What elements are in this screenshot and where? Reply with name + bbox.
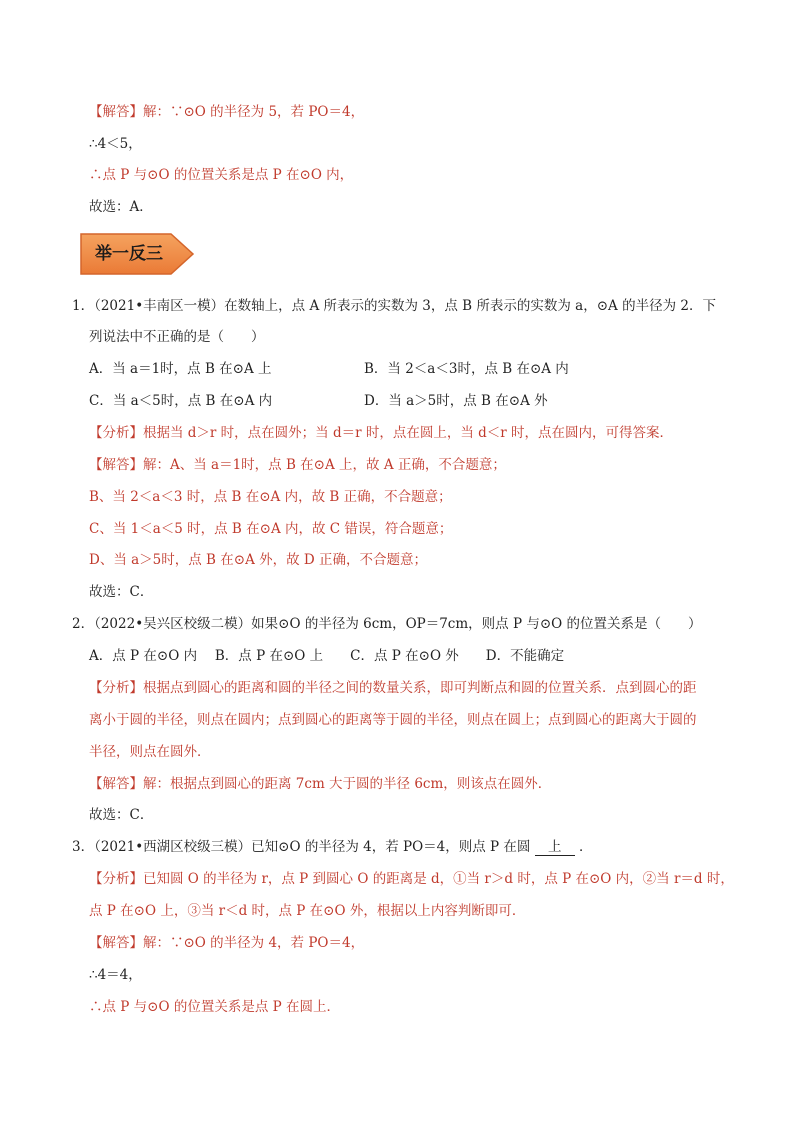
q3-answer-blank: 上 <box>535 839 575 856</box>
q1-answer-line-4: D、当 a＞5时，点 B 在⊙A 外，故 D 正确，不合题意； <box>89 552 428 568</box>
q3-answer-line-1: 【解答】解：∵⊙O 的半径为 4，若 PO＝4， <box>89 935 365 951</box>
q1-option-b: B．当 2＜a＜3时，点 B 在⊙A 内 <box>364 361 569 377</box>
q1-option-c: C．当 a＜5时，点 B 在⊙A 内 <box>89 393 273 409</box>
q3-analysis-line-1: 【分析】已知圆 O 的半径为 r，点 P 到圆心 O 的距离是 d，①当 r＞d 时，点 P 在⊙O 内，②当 r＝d 时， <box>89 871 734 887</box>
q2-stem: 2．（2022•吴兴区校级二模）如果⊙O 的半径为 6cm，OP＝7cm，则点 P 与⊙O 的位置关系是（ ） <box>72 616 702 632</box>
q2-analysis-line-1: 【分析】根据点到圆心的距离和圆的半径之间的数量关系，即可判断点和圆的位置关系．点到圆心的距 <box>89 680 697 696</box>
q3-stem <box>72 837 593 857</box>
q1-analysis: 【分析】根据当 d＞r 时，点在圆外；当 d＝r 时，点在圆上，当 d＜r 时，点在圆内，可得答案． <box>89 425 674 441</box>
q1-choice: 故选：C． <box>89 584 154 600</box>
q3-answer-line-2: ∴4＝4， <box>89 967 142 983</box>
q1-option-d: D．当 a＞5时，点 B 在⊙A 外 <box>364 393 548 409</box>
q1-option-a: A．当 a＝1时，点 B 在⊙A 上 <box>89 361 272 377</box>
q2-options: A．点 P 在⊙O 内 B．点 P 在⊙O 上 C．点 P 在⊙O 外 D．不能确定 <box>89 648 565 664</box>
q1-answer-line-1: 【解答】解：A、当 a＝1时，点 B 在⊙A 上，故 A 正确，不合题意； <box>89 457 506 473</box>
q3-stem-text: 3．（2021•西湖区校级三模）已知⊙O 的半径为 4，若 PO＝4，则点 P 在圆 <box>72 839 531 855</box>
q3-analysis-line-2: 点 P 在⊙O 上，③当 r＜d 时，点 P 在⊙O 外，根据以上内容判断即可． <box>89 903 526 919</box>
top-solution-line-2: ∴4＜5， <box>89 136 142 152</box>
q3-stem-end: ． <box>579 839 593 855</box>
q1-answer-line-3: C、当 1＜a＜5 时，点 B 在⊙A 内，故 C 错误，符合题意； <box>89 521 453 537</box>
q2-answer: 【解答】解：根据点到圆心的距离 7cm 大于圆的半径 6cm，则该点在圆外． <box>89 776 552 792</box>
top-solution-line-1: 【解答】解：∵⊙O 的半径为 5，若 PO＝4， <box>89 104 365 120</box>
q1-answer-line-2: B、当 2＜a＜3 时，点 B 在⊙A 内，故 B 正确，不合题意； <box>89 489 452 505</box>
q2-analysis-line-2: 离小于圆的半径，则点在圆内；点到圆心的距离等于圆的半径，则点在圆上；点到圆心的距离大于圆的 <box>89 712 697 728</box>
q3-answer-line-3: ∴点 P 与⊙O 的位置关系是点 P 在圆上． <box>89 999 341 1015</box>
q1-stem-line-1: 1．（2021•丰南区一模）在数轴上，点 A 所表示的实数为 3，点 B 所表示的实数为 a，⊙A 的半径为 2．下 <box>72 298 716 314</box>
q2-choice: 故选：C． <box>89 807 154 823</box>
top-solution-line-4: 故选：A． <box>89 199 153 215</box>
q1-stem-line-2: 列说法中不正确的是（ ） <box>89 329 265 345</box>
banner-label: 举一反三 <box>95 244 163 264</box>
section-banner <box>79 231 197 277</box>
q2-analysis-line-3: 半径，则点在圆外． <box>89 744 211 760</box>
top-solution-line-3: ∴点 P 与⊙O 的位置关系是点 P 在⊙O 内， <box>89 167 354 183</box>
